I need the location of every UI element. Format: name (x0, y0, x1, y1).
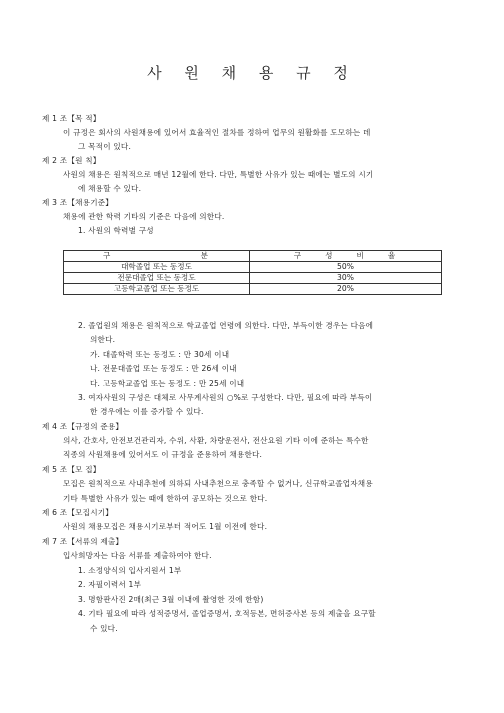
table-row (64, 262, 442, 273)
article-3-sub-item: 가. 대졸학력 또는 동정도 : 만 30세 이내 (90, 350, 230, 359)
article-7-item: 2. 자필이력서 1부 (78, 580, 142, 589)
table-cell-ratio: 50% (250, 262, 442, 273)
article-3-item-3: 3. 여자사원의 구성은 대체로 사무계사원의 ○%로 구성한다. 다만, 필요에 따라 부득이 (78, 393, 373, 402)
table-header-row (64, 251, 442, 262)
table-cell-category: 대학졸업 또는 동정도 (64, 262, 250, 273)
article-7-heading: 제 7 조【서류의 제출】 (42, 537, 124, 546)
article-3-item-3-cont: 한 경우에는 이를 증가할 수 있다. (90, 407, 204, 416)
table-row (64, 284, 442, 295)
article-3-item-1: 1. 사원의 학력별 구성 (78, 226, 154, 235)
table-cell-category: 고등학교졸업 또는 동정도 (64, 284, 250, 295)
article-3-heading: 제 3 조【채용기준】 (42, 198, 114, 207)
article-7-item-4-cont: 수 있다. (90, 624, 118, 633)
article-4-text: 의사, 간호사, 안전보건관리자, 수위, 사환, 차량운전사, 전산요원 기타 이에 준하는 특수한 (63, 436, 369, 445)
education-ratio-table (63, 250, 442, 295)
article-3-item-2-cont: 의한다. (90, 335, 116, 344)
table-cell-ratio: 20% (250, 284, 442, 295)
article-3-item-2: 2. 졸업원의 채용은 원칙적으로 학교졸업 연령에 의한다. 다만, 부득이한 경우는 다음에 (78, 321, 374, 330)
article-3-sub-item: 나. 전문대졸업 또는 동정도 : 만 26세 이내 (90, 364, 237, 373)
article-6-text: 사원의 채용모집은 채용시기로부터 적어도 1월 이전에 한다. (63, 522, 268, 531)
article-1-heading: 제 1 조【목 적】 (42, 114, 101, 123)
table-header-ratio: 구 성 비 율 (250, 251, 442, 262)
article-3-sub-item: 다. 고등학교졸업 또는 동정도 : 만 25세 이내 (90, 379, 245, 388)
table-row (64, 273, 442, 284)
article-2-heading: 제 2 조【원 칙】 (42, 156, 101, 165)
article-4-text: 직종의 사원채용에 있어서도 이 규정을 준용하여 채용한다. (63, 450, 263, 459)
table-cell-ratio: 30% (250, 273, 442, 284)
article-7-item: 4. 기타 필요에 따라 성적증명서, 졸업증명서, 호적등본, 면허증사본 등의 제출을 요구할 (78, 609, 376, 618)
document-title: 사 원 채 용 규 정 (147, 64, 357, 82)
article-5-text: 모집은 원칙적으로 사내추천에 의하되 사내추천으로 충족할 수 없거나, 신규학교졸업자채용 (63, 479, 373, 488)
article-1-text: 그 목적이 있다. (78, 142, 132, 151)
article-7-item: 1. 소정양식의 입사지원서 1부 (78, 566, 182, 575)
table-cell-category: 전문대졸업 또는 동정도 (64, 273, 250, 284)
article-5-heading: 제 5 조【모 집】 (42, 465, 101, 474)
article-6-heading: 제 6 조【모집시기】 (42, 508, 114, 517)
article-7-item: 3. 명함판사진 2매(최근 3월 이내에 촬영한 것에 한함) (78, 595, 264, 604)
article-2-text: 사원의 채용은 원칙적으로 매년 12월에 한다. 다만, 특별한 사유가 있는 때에는 별도의 시기 (63, 170, 374, 179)
article-4-heading: 제 4 조【규정의 준용】 (42, 422, 124, 431)
article-2-text: 에 채용할 수 있다. (78, 184, 142, 193)
article-1-text: 이 규정은 회사의 사원채용에 있어서 효율적인 절차를 정하여 업무의 원활화를 도모하는 데 (63, 128, 371, 137)
article-7-intro: 입사희망자는 다음 서류를 제출하여야 한다. (63, 551, 212, 560)
article-3-intro: 채용에 관한 학력 기타의 기준은 다음에 의한다. (63, 212, 225, 221)
article-5-text: 기타 특별한 사유가 있는 때에 한하여 공모하는 것으로 한다. (63, 494, 268, 503)
table-header-category: 구 분 (64, 251, 250, 262)
